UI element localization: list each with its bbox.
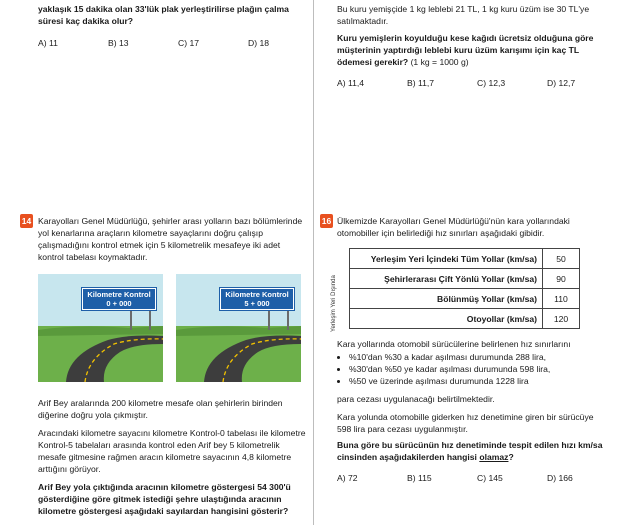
option-d[interactable]: D) 166 [547, 473, 573, 483]
row-label: Yerleşim Yeri İçindeki Tüm Yollar (km/sa) [350, 249, 543, 269]
option-a[interactable]: A) 11 [38, 38, 58, 48]
q14-paragraph-1: Arif Bey aralarında 200 kilometre mesafe olan şehirlerin birinden diğerine doğru yola çıkmıştır. [38, 398, 283, 420]
km-sign-5 [220, 288, 294, 310]
column-divider [313, 0, 314, 525]
option-d[interactable]: D) 12,7 [547, 78, 576, 88]
table-row [350, 269, 580, 289]
option-c[interactable]: C) 17 [178, 38, 200, 48]
option-d[interactable]: D) 18 [248, 38, 270, 48]
option-c[interactable]: C) 145 [477, 473, 503, 483]
fine-item: • %50 ve üzerinde aşılması durumunda 1228 lira [349, 375, 607, 387]
fines-outro: para cezası uygulanacağı belirtilmektedir. [337, 394, 495, 404]
option-b[interactable]: B) 115 [407, 473, 432, 483]
option-b[interactable]: B) 13 [108, 38, 129, 48]
table-row [350, 289, 580, 309]
sign-value: 0 + 000 [106, 299, 132, 308]
option-c[interactable]: C) 12,3 [477, 78, 506, 88]
top-left-question-tail: yaklaşık 15 dakika olan 33'lük plak yerleştirilirse plağın çalma süresi kaç dakika olur? [38, 4, 289, 26]
option-a[interactable]: A) 72 [337, 473, 358, 483]
row-value: 110 [543, 289, 580, 309]
road-scene-2 [176, 274, 301, 382]
q16-intro: Ülkemizde Karayolları Genel Müdürlüğü'nün kara yollarındaki otomobiller için belirlediği hız sınırları aşağıdaki gibidir. [337, 216, 570, 238]
q16-scenario: Kara yolunda otomobille giderken hız denetimine giren bir sürücüye 598 lira para cezası uygulanmıştır. [337, 412, 594, 434]
question-text: Buna göre bu sürücünün hız denetiminde tespit edilen hızı km/sa cinsinden aşağıdakilerden hangisi [337, 440, 603, 462]
question-mark: ? [508, 452, 514, 462]
km-sign-0 [82, 288, 156, 310]
option-a[interactable]: A) 11,4 [337, 78, 365, 88]
row-label: Şehirlerarası Çift Yönlü Yollar (km/sa) [350, 269, 543, 289]
row-value: 50 [543, 249, 580, 269]
q14-question: Arif Bey yola çıktığında aracının kilometre göstergesi 54 300'ü gösterdiğine göre gitmek istediği şehre ulaştığında aracının kilometre göstergesi aşağıdaki sayılardan hangisini gösterir? [38, 482, 291, 516]
sign-title: Kilometre Kontrol [87, 290, 151, 299]
row-value: 120 [543, 309, 580, 329]
question-number-16: 16 [321, 216, 332, 226]
sign-title: Kilometre Kontrol [225, 290, 289, 299]
top-right-intro: Bu kuru yemişçide 1 kg leblebi 21 TL, 1 kg kuru üzüm ise 30 TL'ye satılmaktadır. [337, 4, 590, 26]
top-left-options [38, 38, 318, 48]
sign-value: 5 + 000 [244, 299, 270, 308]
top-right-options [337, 78, 617, 88]
fines-intro: Kara yollarında otomobil sürücülerine belirlenen hız sınırlarını [337, 339, 571, 349]
option-b[interactable]: B) 11,7 [407, 78, 435, 88]
emphasis-olamaz: olamaz [479, 452, 509, 462]
fine-item: • %30'dan %50 ye kadar aşılması durumunda 598 lira, [349, 363, 607, 375]
row-label: Bölünmüş Yollar (km/sa) [350, 289, 543, 309]
fine-item: • %10'dan %30 a kadar aşılması durumunda 288 lira, [349, 351, 607, 363]
q16-question [337, 439, 607, 463]
unit-note: (1 kg = 1000 g) [410, 57, 469, 67]
side-label-outside-settlement: Yerleşim Yeri Dışında [331, 275, 337, 332]
speed-limit-table [349, 248, 580, 329]
question-text: Kuru yemişlerin koyulduğu kese kağıdı ücretsiz olduğuna göre müşterinin yaptırdığı leblebi kuru üzüm karışımı için kaç TL ödemesi gerekir? [337, 33, 594, 67]
table-row [350, 309, 580, 329]
q14-intro: Karayolları Genel Müdürlüğü, şehirler arası yolların bazı bölümlerinde yol kenarlarına araçların kilometre sayaçlarını doğru çalışıp çalışmadığını kontrol etmek için 5 kilometrelik mesafeye iki adet kontrol tabelası koymaktadır. [38, 216, 303, 262]
row-value: 90 [543, 269, 580, 289]
table-row [350, 249, 580, 269]
road-scene-1 [38, 274, 163, 382]
q14-paragraph-2: Aracındaki kilometre sayacını kilometre Kontrol-0 tabelası ile kilometre Kontrol-5 tabelaları arasında kontrol eden Arif bey 5 kilometrelik mesafe gitmesine rağmen aracın kilometre sayacının 4,8 kilometre arttığını görüyor. [38, 428, 306, 474]
q16-options [337, 473, 617, 483]
top-right-question [337, 32, 607, 68]
question-number-14: 14 [21, 216, 32, 226]
row-label: Otoyollar (km/sa) [350, 309, 543, 329]
fines-list [337, 351, 607, 387]
